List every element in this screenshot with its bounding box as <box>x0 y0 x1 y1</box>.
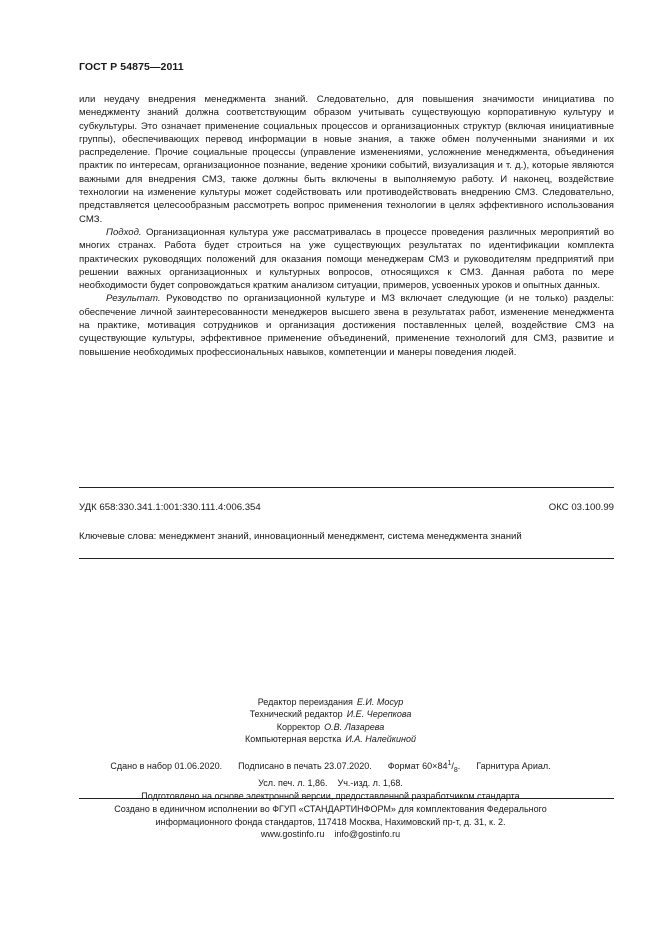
classification-row <box>79 502 614 513</box>
footer <box>0 803 661 841</box>
footer-line-2: информационного фонда стандартов, 117418 Москва, Нахимовский пр-т, д. 31, к. 2. <box>155 816 506 827</box>
footer-links <box>0 828 661 841</box>
udk-code: УДК 658:330.341.1:001:330.111.4:006.354 <box>79 502 261 513</box>
divider-footer <box>79 798 614 799</box>
result-text: Руководство по организационной культуре и МЗ включает следующие (и не только) разделы: обеспечение личной заинтересованности менеджеров высшего звена в результатах работ, изменение менеджмента на практике, мотивация сотрудников и организация достижения поставленных целей, воздействие СМЗ на существующие культуры, эффективное применение объединений, применение технологий для СМЗ, развитие и повышение необходимых профессиональных навыков, компетенции и манеры поведения людей. <box>79 293 614 358</box>
credit-line: Компьютерная верстка И.А. Налейкиной <box>244 734 417 745</box>
paragraph-result <box>79 292 614 358</box>
divider-bottom <box>79 558 614 559</box>
approach-text: Организационная культура уже рассматривалась в процессе проведения различных мероприятий во многих странах. Работа будет строиться на уже существующих результатах по идентификации комплекта практических руководящих положений для оказания помощи менеджерам СМЗ и руководителям предприятий при решении важных организационных и культурных вопросов, относящихся к СМЗ. Данная работа по мере необходимости будет сопровождаться кратким анализом ситуации, примеров, усвоенных уроков и опытных данных. <box>79 226 614 292</box>
result-label: Результат. <box>106 293 161 305</box>
publication-row-2: Усл. печ. л. 1,86. Уч.-изд. л. 1,68. <box>258 777 403 788</box>
publication-row-1: Сдано в набор 01.06.2020. Подписано в печать 23.07.2020. Формат $60\times 84^1/_8$. Гарнитура Ариал. <box>110 760 551 774</box>
standard-header: ГОСТ Р 54875—2011 <box>79 61 184 73</box>
credit-line: Корректор О.В. Лазарева <box>276 721 385 732</box>
paragraph-approach <box>79 226 614 292</box>
email-link[interactable]: info@gostinfo.ru <box>334 829 401 840</box>
site-link[interactable]: www.gostinfo.ru <box>260 829 325 840</box>
body-text <box>79 93 614 359</box>
publication-info <box>0 757 661 803</box>
format: Формат $60\times 84^1/_8$. <box>387 760 461 774</box>
paragraph-culture: или неудачу внедрения менеджмента знаний. Следовательно, для повышения значимости инициатива по менеджменту знаний должна соответствующим образом учитывать существующую корпоративную культуру и субкультуры. Это означает применение социальных процессов и организационных структур (включая инициативные группы), обеспечивающих перевод информации в новые знания, а также обмен полученными знаниями и их распределение. Прочие социальные процессы (управление изменениями, усложнение менеджмента, объединения практик по интересам, организационное познание, ведение хроники событий, визуализация и т. д.), которые являются важными для внедрения СМЗ, также должны быть включены в выполняемую работу. И наконец, воздействие технологии на изменение культуры может содействовать или противодействовать внедрению СМЗ. Следовательно, представляется целесообразным рассмотреть вопрос применения технологии в целях эффективного использования СМЗ. <box>79 94 614 225</box>
publication-row-3: Подготовлено на основе электронной версии, предоставленной разработчиком стандарта <box>141 790 520 801</box>
credit-line: Редактор переиздания Е.И. Мосур <box>257 697 404 707</box>
credit-line: Технический редактор И.Е. Черепкова <box>249 709 412 720</box>
credits-block <box>0 696 661 746</box>
approach-label: Подход. <box>106 226 142 238</box>
keywords: Ключевые слова: менеджмент знаний, инновационный менеджмент, система менеджмента знаний <box>79 531 522 542</box>
oks-code: ОКС 03.100.99 <box>548 502 614 513</box>
divider-top <box>79 487 614 488</box>
footer-line-1: Создано в единичном исполнении во ФГУП «СТАНДАРТИНФОРМ» для комплектования Федерального <box>114 804 547 814</box>
